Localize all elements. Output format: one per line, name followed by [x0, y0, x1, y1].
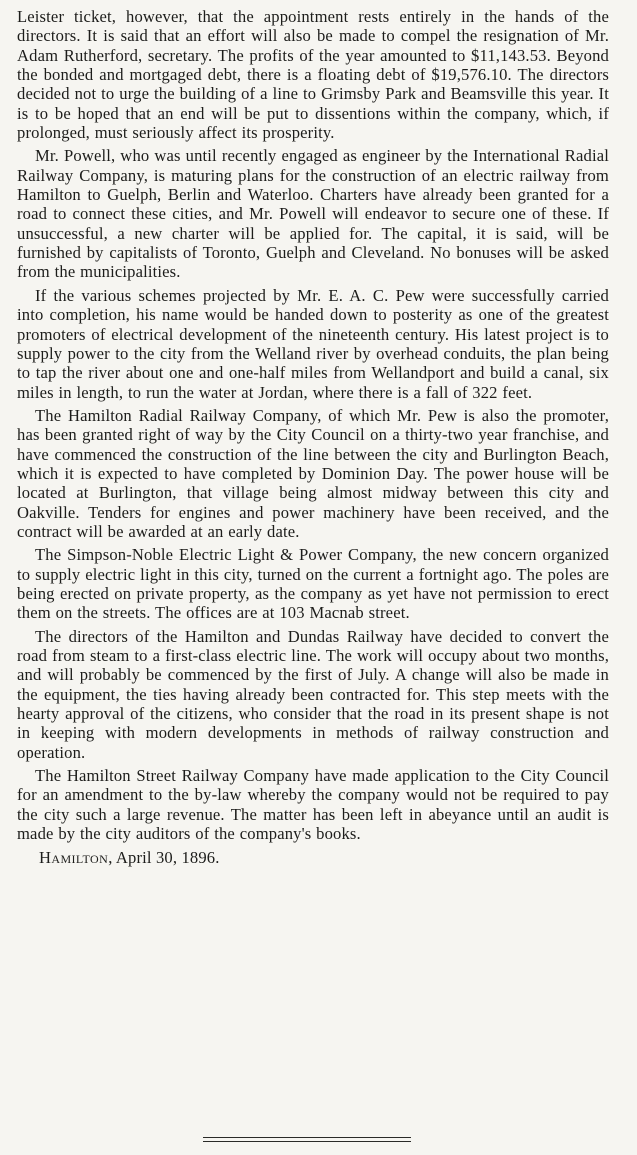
- paragraph-hamilton-radial: The Hamilton Radial Railway Company, of which Mr. Pew is also the promoter, has been granted right of way by the City Council on a thirty-two year franchise, and have commenced the construction of the line between the city and Burlington Beach, which it is expected to have completed by Dominion Day. The power house will be located at Burlington, that village being almost midway between this city and Oakville. Tenders for engines and power machinery have been received, and the contract will be awarded at an early date.: [17, 405, 609, 541]
- dateline-date: , April 30, 1896.: [108, 848, 220, 868]
- paragraph-simpson-noble: The Simpson-Noble Electric Light & Power Company, the new concern organized to supply electric light in this city, turned on the current a fortnight ago. The poles are being erected on private property, as the company as yet have not permission to erect them on the streets. The offices are at 103 Macnab street.: [17, 545, 609, 623]
- paragraph-street-railway: The Hamilton Street Railway Company have made application to the City Council for an amendment to the by-law whereby the company would not be required to pay the city such a large revenue. The matter has been left in abeyance until an audit is made by the city auditors of the company's books.: [17, 766, 609, 844]
- paragraph-hamilton-dundas: The directors of the Hamilton and Dundas Railway have decided to convert the road from steam to a first-class electric line. The work will occupy about two months, and will probably be commenced by the first of July. A change will also be made in the equipment, the ties having already been contracted for. This step meets with the hearty approval of the citizens, who consider that the road in its present shape is not in keeping with modern developments in methods of railway construction and operation.: [17, 626, 609, 762]
- divider-rule-bottom: [203, 1141, 411, 1142]
- dateline-place: Hamilton: [39, 848, 109, 868]
- article-page: [17, 7, 609, 868]
- dateline: [17, 848, 609, 867]
- paragraph-continued: Leister ticket, however, that the appointment rests entirely in the hands of the directors. It is said that an effort will also be made to compel the resignation of Mr. Adam Rutherford, secretary. The profits of the year amounted to $11,143.53. Beyond the bonded and mortgaged debt, there is a floating debt of $19,576.10. The directors decided not to urge the building of a line to Grimsby Park and Beamsville this year. It is to be hoped that an end will be put to dissentions within the company, which, if prolonged, must seriously affect its prosperity.: [17, 7, 609, 143]
- section-divider: [203, 1137, 411, 1142]
- paragraph-powell-railway: Mr. Powell, who was until recently engaged as engineer by the International Radial Railway Company, is maturing plans for the construction of an electric railway from Hamilton to Guelph, Berlin and Waterloo. Charters have already been granted for a road to connect these cities, and Mr. Powell will endeavor to secure one of these. If unsuccessful, a new charter will be applied for. The capital, it is said, will be furnished by capitalists of Toronto, Guelph and Cleveland. No bonuses will be asked from the municipalities.: [17, 146, 609, 282]
- paragraph-pew-schemes: If the various schemes projected by Mr. E. A. C. Pew were successfully carried into completion, his name would be handed down to posterity as one of the greatest promoters of electrical development of the nineteenth century. His latest project is to supply power to the city from the Welland river by overhead conduits, the plan being to tap the river about one and one-half miles from Wellandport and build a canal, six miles in length, to run the water at Jordan, where there is a fall of 322 feet.: [17, 285, 609, 402]
- divider-rule-top: [203, 1137, 411, 1138]
